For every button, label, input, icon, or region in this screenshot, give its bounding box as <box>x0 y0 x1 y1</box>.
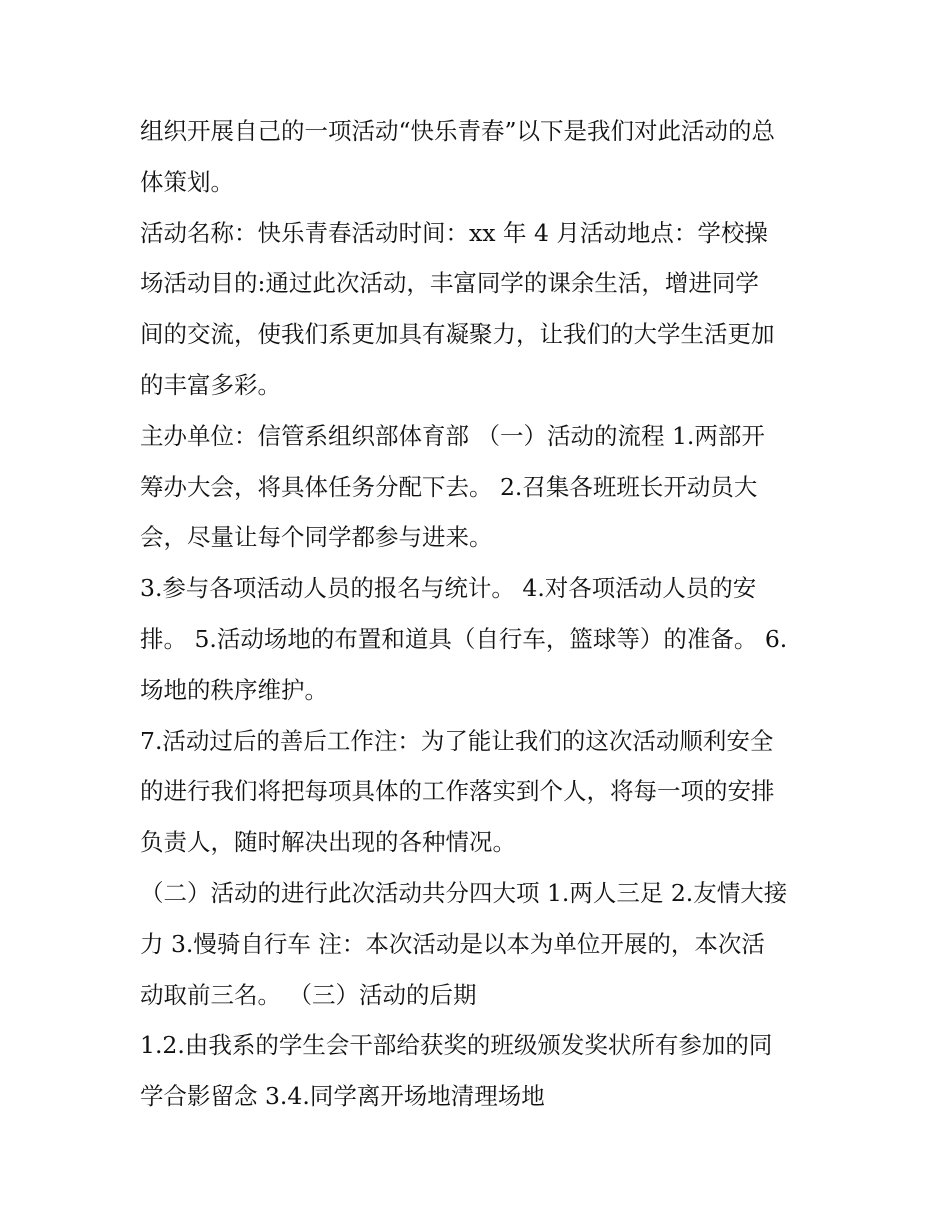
paragraph-organizer-process <box>140 411 820 563</box>
paragraph-activity-info <box>140 208 820 411</box>
text-line: 间的交流，使我们系更加具有凝聚力，让我们的大学生活更加 <box>140 320 775 349</box>
paragraph-intro <box>140 106 820 208</box>
text-line: 1.2.由我系的学生会干部给获奖的班级颁发奖状所有参加的同 <box>140 1031 773 1060</box>
text-line: 负责人，随时解决出现的各种情况。 <box>140 828 516 857</box>
paragraph-steps-3-6 <box>140 563 820 715</box>
paragraph-step-7-note <box>140 716 820 868</box>
text-line: 活动名称：快乐青春活动时间：xx 年 4 月活动地点：学校操 <box>140 218 768 247</box>
document-body <box>140 106 820 1122</box>
text-line: 主办单位：信管系组织部体育部 （一）活动的流程 1.两部开 <box>140 421 765 450</box>
text-line: 体策划。 <box>140 167 234 196</box>
text-line: 组织开展自己的一项活动“快乐青春”以下是我们对此活动的总 <box>140 117 776 145</box>
text-line: 筹办大会，将具体任务分配下去。 2.召集各班班长开动员大 <box>140 472 758 501</box>
text-line: 学合影留念 3.4.同学离开场地清理场地 <box>140 1082 545 1111</box>
text-line: 排。 5.活动场地的布置和道具（自行车，篮球等）的准备。 6. <box>140 624 788 653</box>
text-line: 力 3.慢骑自行车 注：本次活动是以本为单位开展的，本次活 <box>140 929 765 958</box>
text-line: 场地的秩序维护。 <box>140 675 328 704</box>
text-line: 的进行我们将把每项具体的工作落实到个人，将每一项的安排 <box>140 777 775 806</box>
text-line: 会，尽量让每个同学都参与进来。 <box>140 523 493 552</box>
text-line: （二）活动的进行此次活动共分四大项 1.两人三足 2.友情大接 <box>140 878 788 907</box>
paragraph-later-stage <box>140 1020 820 1122</box>
paragraph-activity-items <box>140 868 820 1020</box>
text-line: 3.参与各项活动人员的报名与统计。 4.对各项活动人员的安 <box>140 574 757 603</box>
text-line: 的丰富多彩。 <box>140 370 281 399</box>
text-line: 动取前三名。 （三）活动的后期 <box>140 980 477 1009</box>
text-line: 场活动目的:通过此次活动，丰富同学的课余生活，增进同学 <box>140 269 759 298</box>
text-line: 7.活动过后的善后工作注：为了能让我们的这次活动顺利安全 <box>140 726 774 755</box>
